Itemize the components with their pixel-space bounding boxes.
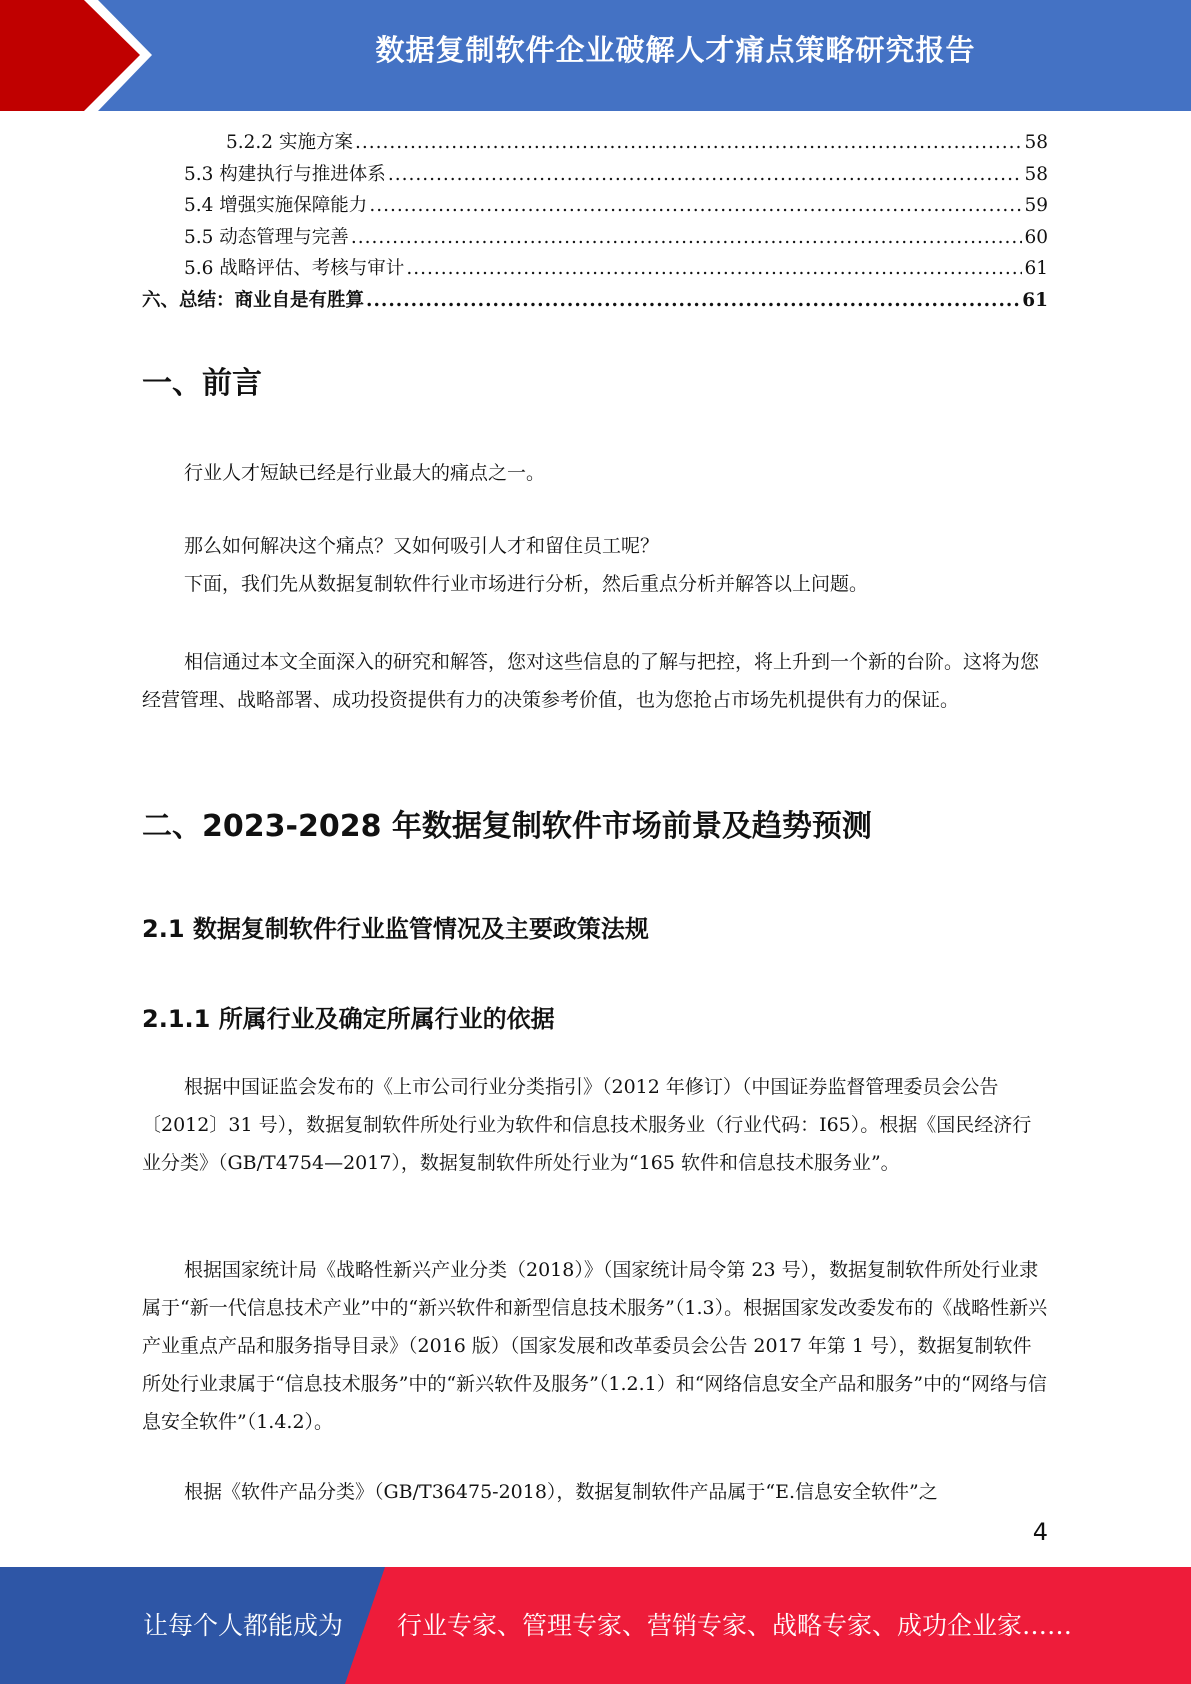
toc-leader-dots bbox=[355, 132, 1023, 153]
paragraph: 相信通过本文全面深入的研究和解答，您对这些信息的了解与把控，将上升到一个新的台阶。这将为您经营管理、战略部署、成功投资提供有力的决策参考价值，也为您抢占市场先机提供有力的保证。 bbox=[142, 651, 1040, 711]
toc-item-page: 58 bbox=[1024, 163, 1048, 185]
page-number: 4 bbox=[1032, 1518, 1048, 1546]
paragraph: 下面，我们先从数据复制软件行业市场进行分析，然后重点分析并解答以上问题。 bbox=[184, 573, 869, 595]
paragraph: 根据中国证监会发布的《上市公司行业分类指引》（2012 年修订）（中国证券监督管理委员会公告〔2012〕31 号），数据复制软件所处行业为软件和信息技术服务业（行业代码：I65）。根据《国民经济行业分类》（GB/T4754—2017），数据复制软件所处行业为“165 软件和信息技术服务业”。 bbox=[142, 1076, 1032, 1174]
toc-item-label: 5.2.2 实施方案 bbox=[226, 132, 353, 153]
toc-leader-dots bbox=[366, 290, 1020, 311]
toc-item-page: 58 bbox=[1024, 132, 1048, 153]
toc-item[interactable] bbox=[142, 191, 1048, 223]
toc-leader-dots bbox=[351, 227, 1023, 248]
subsubsection-heading: 2.1.1 所属行业及确定所属行业的依据 bbox=[142, 1005, 555, 1033]
table-of-contents bbox=[142, 128, 1048, 317]
toc-item-page: 60 bbox=[1024, 226, 1048, 248]
paragraph: 根据国家统计局《战略性新兴产业分类（2018）》（国家统计局令第 23 号），数据复制软件所处行业隶属于“新一代信息技术产业”中的“新兴软件和新型信息技术服务”（1.3）。根据国家发改委发布的《战略性新兴产业重点产品和服务指导目录》（2016 版）（国家发展和改革委员会公告 2017 年第 1 号），数据复制软件所处行业隶属于“信息技术服务”中的“新兴软件及服务”（1.2.1）和“网络信息安全产品和服务”中的“网络与信息安全软件”（1.4.2）。 bbox=[142, 1259, 1048, 1433]
section-heading-market-outlook: 二、2023-2028 年数据复制软件市场前景及趋势预测 bbox=[142, 809, 872, 844]
paragraph: 那么如何解决这个痛点？又如何吸引人才和留住员工呢？ bbox=[184, 535, 660, 557]
toc-item[interactable] bbox=[142, 286, 1048, 318]
subsection-heading: 2.1 数据复制软件行业监管情况及主要政策法规 bbox=[142, 915, 649, 943]
toc-item-label: 5.6 战略评估、考核与审计 bbox=[184, 258, 405, 279]
paragraph: 根据《软件产品分类》（GB/T36475-2018），数据复制软件产品属于“E.信息安全软件”之 bbox=[184, 1481, 938, 1503]
toc-item[interactable] bbox=[142, 223, 1048, 255]
report-title: 数据复制软件企业破解人才痛点策略研究报告 bbox=[375, 33, 976, 67]
toc-item[interactable] bbox=[142, 128, 1048, 160]
toc-item[interactable] bbox=[142, 160, 1048, 192]
toc-leader-dots bbox=[369, 195, 1022, 216]
toc-leader-dots bbox=[406, 258, 1022, 279]
header-chevron-icon bbox=[0, 0, 140, 111]
toc-item-label: 5.3 构建执行与推进体系 bbox=[184, 163, 386, 185]
toc-item-label: 5.5 动态管理与完善 bbox=[184, 226, 349, 248]
toc-item-page: 61 bbox=[1024, 258, 1048, 279]
footer-banner bbox=[0, 1567, 1191, 1684]
header-banner bbox=[0, 0, 1191, 111]
toc-item-label: 5.4 增强实施保障能力 bbox=[184, 195, 368, 216]
toc-item[interactable] bbox=[142, 254, 1048, 286]
toc-item-page: 61 bbox=[1022, 289, 1048, 311]
footer-slogan-left: 让每个人都能成为 bbox=[143, 1611, 344, 1640]
section-heading-preface: 一、前言 bbox=[142, 366, 262, 401]
toc-leader-dots bbox=[388, 164, 1023, 185]
footer-slogan-right: 行业专家、管理专家、营销专家、战略专家、成功企业家…… bbox=[397, 1611, 1073, 1640]
paragraph: 行业人才短缺已经是行业最大的痛点之一。 bbox=[184, 462, 546, 484]
toc-item-page: 59 bbox=[1024, 195, 1048, 216]
toc-item-label: 六、总结：商业自是有胜算 bbox=[142, 289, 365, 311]
